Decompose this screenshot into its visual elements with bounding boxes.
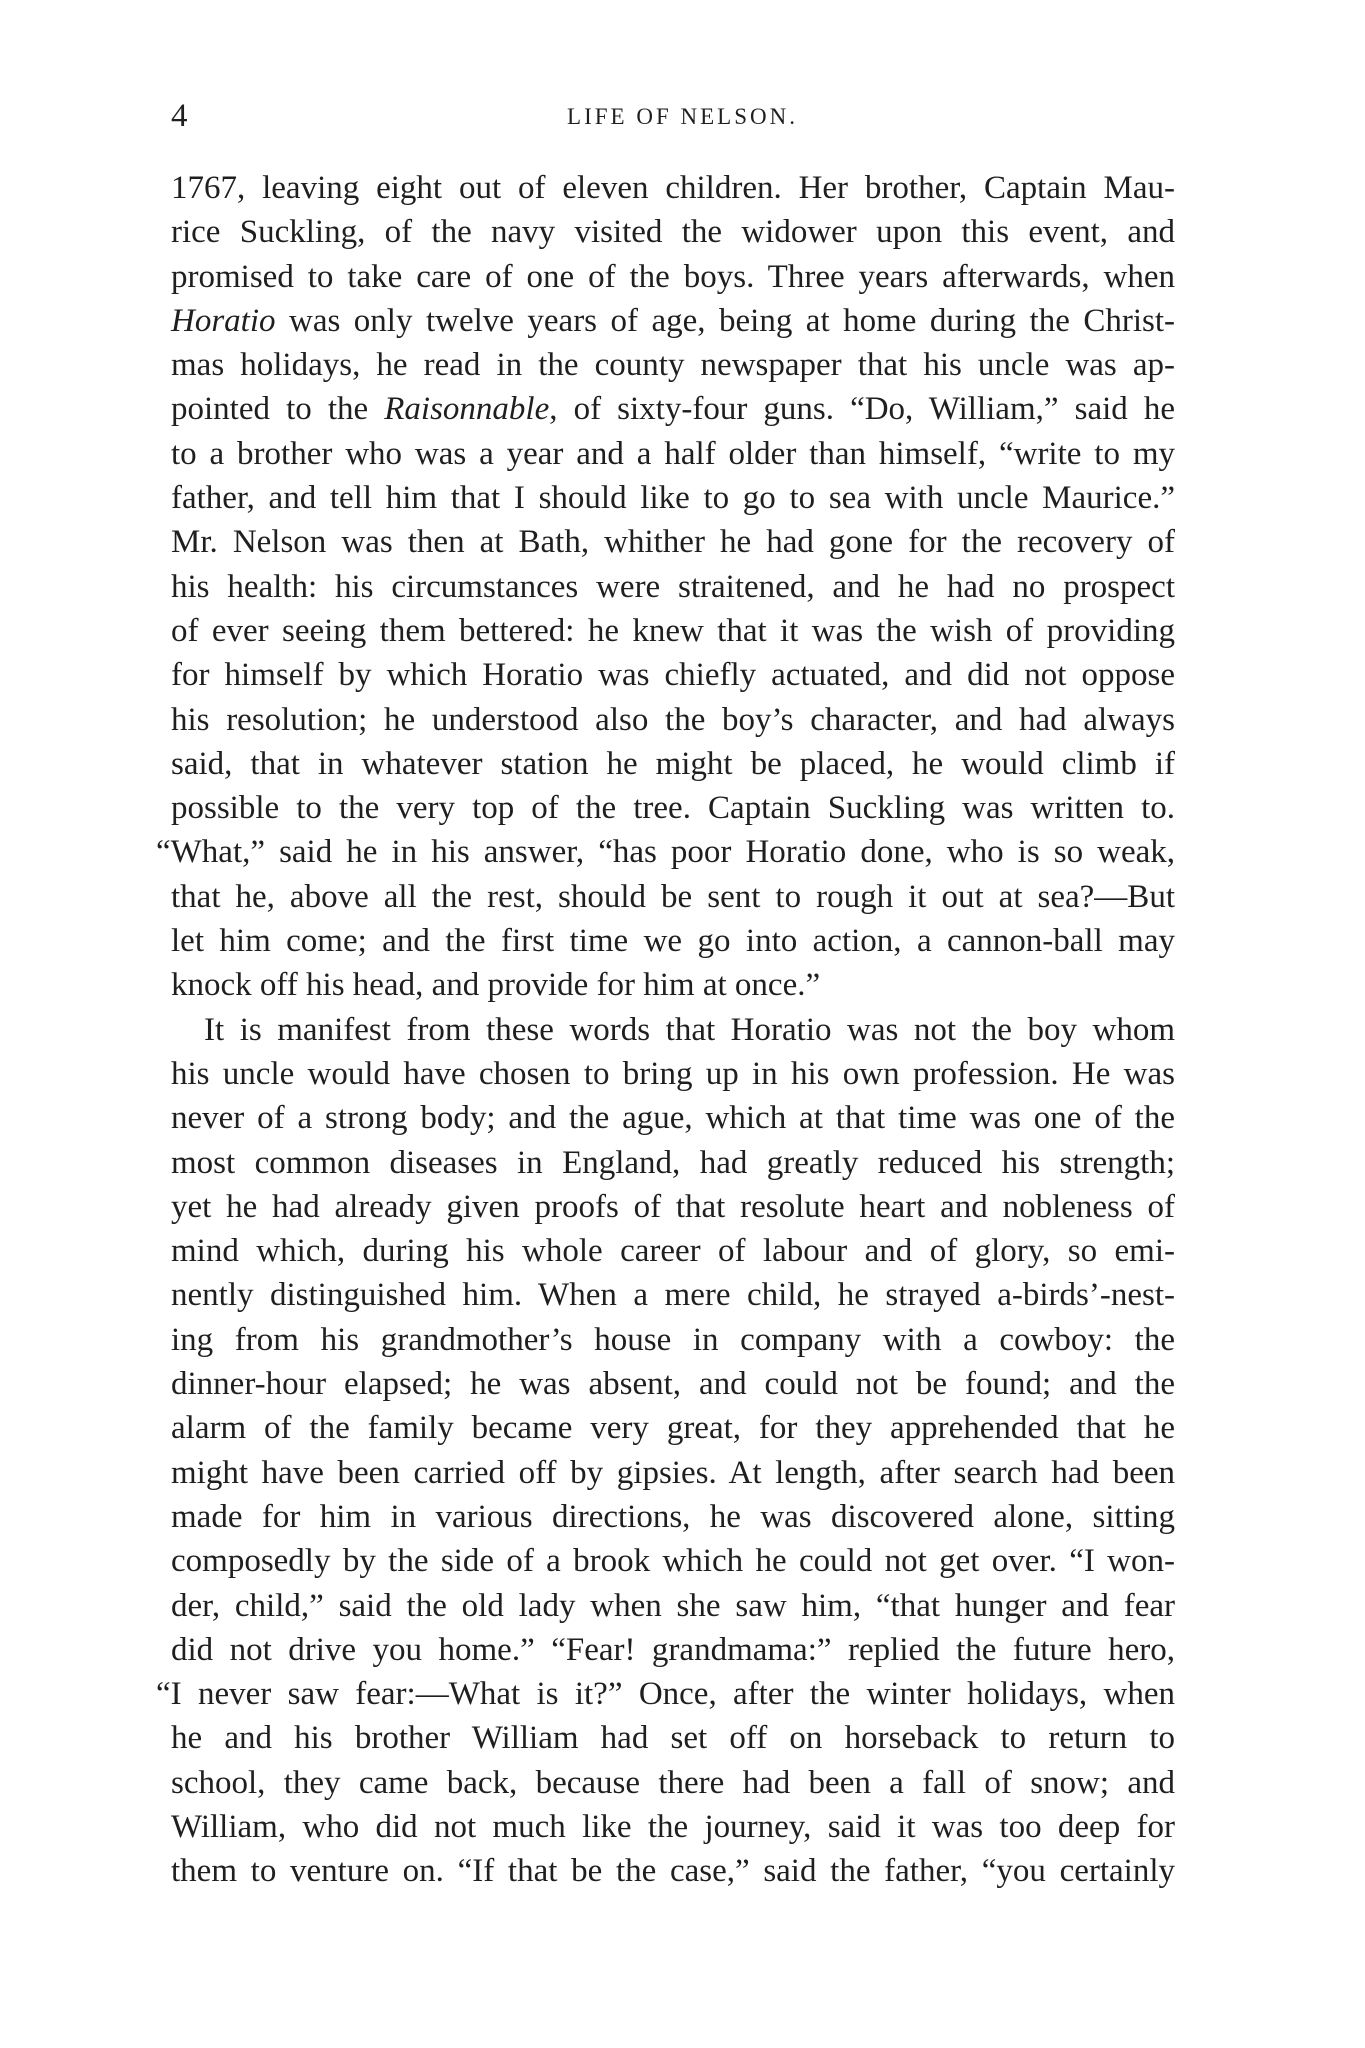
text-line: he and his brother William had set off on horseback to return to <box>171 1720 1175 1757</box>
text-line: his resolution; he understood also the boy’s character, and had always <box>171 701 1175 738</box>
text-line: der, child,” said the old lady when she saw him, “that hunger and fear <box>171 1587 1175 1624</box>
text-line: for himself by which Horatio was chiefly actuated, and did not oppose <box>171 657 1175 694</box>
text-line: promised to take care of one of the boys. Three years afterwards, when <box>171 258 1175 295</box>
text-line: that he, above all the rest, should be sent to rough it out at sea?—But <box>171 878 1175 915</box>
text-line: nently distinguished him. When a mere child, he strayed a-birds’-nest- <box>171 1277 1175 1314</box>
text-line: of ever seeing them bettered: he knew that it was the wish of providing <box>171 612 1175 649</box>
text-line: did not drive you home.” “Fear! grandmama:” replied the future hero, <box>171 1631 1175 1668</box>
text-line: them to venture on. “If that be the case,” said the father, “you certainly <box>171 1853 1175 1890</box>
text-line: to a brother who was a year and a half older than himself, “write to my <box>171 435 1175 472</box>
text-line: let him come; and the first time we go into action, a cannon-ball may <box>171 923 1175 960</box>
text-line: composedly by the side of a brook which he could not get over. “I won- <box>171 1543 1175 1580</box>
text-line: made for him in various directions, he was discovered alone, sitting <box>171 1498 1175 1535</box>
text-line: yet he had already given proofs of that resolute heart and nobleness of <box>171 1188 1175 1225</box>
page-number: 4 <box>171 98 188 134</box>
text-line: alarm of the family became very great, for they apprehended that he <box>171 1410 1175 1447</box>
text-line: “I never saw fear:—What is it?” Once, after the winter holidays, when <box>156 1676 1175 1713</box>
text-line: said, that in whatever station he might be placed, he would climb if <box>171 745 1175 782</box>
text-line: Mr. Nelson was then at Bath, whither he had gone for the recovery of <box>171 524 1175 561</box>
text-line: ing from his grandmother’s house in company with a cowboy: the <box>171 1321 1175 1358</box>
running-title: LIFE OF NELSON. <box>567 104 798 129</box>
text-line: 1767, leaving eight out of eleven children. Her brother, Captain Mau- <box>171 170 1175 206</box>
body-text <box>156 166 1175 1894</box>
italic-word: Raisonnable <box>384 391 550 428</box>
text-line: never of a strong body; and the ague, which at that time was one of the <box>171 1100 1175 1137</box>
text-line: his health: his circumstances were straitened, and he had no prospect <box>171 568 1175 605</box>
text-line: possible to the very top of the tree. Captain Suckling was written to. <box>171 790 1175 827</box>
text-line: school, they came back, because there had been a fall of snow; and <box>171 1764 1175 1801</box>
text-line: dinner-hour elapsed; he was absent, and could not be found; and the <box>171 1366 1175 1403</box>
italic-word: Horatio <box>171 302 276 339</box>
text-line: William, who did not much like the journey, said it was too deep for <box>171 1808 1175 1845</box>
text-line: might have been carried off by gipsies. At length, after search had been <box>171 1454 1175 1491</box>
text-line: rice Suckling, of the navy visited the widower upon this event, and <box>171 214 1175 251</box>
text-line: father, and tell him that I should like to go to sea with uncle Maurice.” <box>171 480 1175 517</box>
text-line: Horatio was only twelve years of age, being at home during the Christ- <box>171 302 1175 339</box>
text-line: pointed to the Raisonnable, of sixty-four guns. “Do, William,” said he <box>171 391 1175 428</box>
text-line: “What,” said he in his answer, “has poor Horatio done, who is so weak, <box>156 834 1175 871</box>
text-line: It is manifest from these words that Horatio was not the boy whom <box>204 1011 1175 1048</box>
text-line: mas holidays, he read in the county newspaper that his uncle was ap- <box>171 347 1175 384</box>
text-line: his uncle would have chosen to bring up in his own profession. He was <box>171 1055 1175 1092</box>
text-line: most common diseases in England, had greatly reduced his strength; <box>171 1144 1175 1181</box>
text-line: knock off his head, and provide for him at once.” <box>171 967 821 1004</box>
text-line: mind which, during his whole career of labour and of glory, so emi- <box>171 1233 1175 1270</box>
